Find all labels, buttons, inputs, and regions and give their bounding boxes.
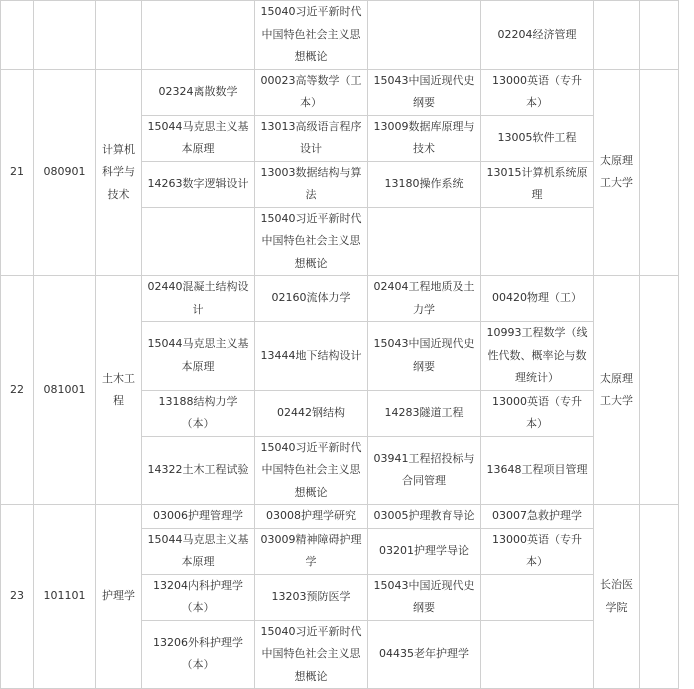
course-cell [142, 207, 255, 276]
index-cell: 23 [1, 505, 34, 689]
course-cell: 13180操作系统 [368, 161, 481, 207]
major-code-cell: 080901 [34, 69, 96, 276]
course-cell: 13204内科护理学（本） [142, 574, 255, 620]
course-cell: 02404工程地质及土力学 [368, 276, 481, 322]
course-cell: 15040习近平新时代中国特色社会主义思想概论 [255, 620, 368, 689]
course-cell: 13206外科护理学（本） [142, 620, 255, 689]
course-cell: 13444地下结构设计 [255, 322, 368, 391]
school-cell: 太原理工大学 [594, 276, 640, 505]
course-cell: 13188结构力学（本） [142, 390, 255, 436]
major-cell [96, 1, 142, 70]
course-cell: 15043中国近现代史纲要 [368, 322, 481, 391]
trailing-cell [640, 69, 679, 276]
course-cell [368, 1, 481, 70]
course-cell: 02204经济管理 [481, 1, 594, 70]
course-cell: 13013高级语言程序设计 [255, 115, 368, 161]
course-cell: 03008护理学研究 [255, 505, 368, 529]
index-cell: 22 [1, 276, 34, 505]
course-cell: 13000英语（专升本） [481, 69, 594, 115]
course-cell: 02160流体力学 [255, 276, 368, 322]
school-cell: 长治医学院 [594, 505, 640, 689]
table-row [1, 69, 679, 115]
trailing-cell [640, 1, 679, 70]
course-cell [481, 620, 594, 689]
course-cell: 00420物理（工） [481, 276, 594, 322]
course-cell: 13003数据结构与算法 [255, 161, 368, 207]
course-cell: 13015计算机系统原理 [481, 161, 594, 207]
school-cell [594, 1, 640, 70]
course-cell [481, 207, 594, 276]
major-name-cell: 护理学 [96, 505, 142, 689]
course-cell [368, 207, 481, 276]
table-row [1, 276, 679, 322]
major-name-cell: 计算机科学与技术 [96, 69, 142, 276]
course-cell: 10993工程数学（线性代数、概率论与数理统计） [481, 322, 594, 391]
course-cell: 13203预防医学 [255, 574, 368, 620]
table-row-continuation [1, 1, 679, 70]
school-cell: 太原理工大学 [594, 69, 640, 276]
course-cell: 03201护理学导论 [368, 528, 481, 574]
course-cell: 03941工程招投标与合同管理 [368, 436, 481, 505]
course-cell: 00023高等数学（工本） [255, 69, 368, 115]
course-cell: 13009数据库原理与技术 [368, 115, 481, 161]
course-cell: 13005软件工程 [481, 115, 594, 161]
major-name-cell: 土木工程 [96, 276, 142, 505]
course-cell: 04435老年护理学 [368, 620, 481, 689]
major-code-cell: 101101 [34, 505, 96, 689]
course-cell: 02442钢结构 [255, 390, 368, 436]
course-cell: 02440混凝土结构设计 [142, 276, 255, 322]
course-cell: 02324离散数学 [142, 69, 255, 115]
index-cell [1, 1, 34, 70]
course-cell: 13000英语（专升本） [481, 528, 594, 574]
course-cell: 14283隧道工程 [368, 390, 481, 436]
course-cell: 15044马克思主义基本原理 [142, 528, 255, 574]
course-cell: 15040习近平新时代中国特色社会主义思想概论 [255, 1, 368, 70]
course-cell: 13648工程项目管理 [481, 436, 594, 505]
trailing-cell [640, 276, 679, 505]
course-cell: 14263数字逻辑设计 [142, 161, 255, 207]
course-cell: 03005护理教育导论 [368, 505, 481, 529]
course-cell [481, 574, 594, 620]
trailing-cell [640, 505, 679, 689]
course-cell: 03009精神障碍护理学 [255, 528, 368, 574]
major-code-cell: 081001 [34, 276, 96, 505]
course-cell: 15040习近平新时代中国特色社会主义思想概论 [255, 207, 368, 276]
code-cell [34, 1, 96, 70]
course-cell: 15044马克思主义基本原理 [142, 322, 255, 391]
index-cell: 21 [1, 69, 34, 276]
course-cell: 13000英语（专升本） [481, 390, 594, 436]
course-cell: 15043中国近现代史纲要 [368, 574, 481, 620]
course-cell: 14322土木工程试验 [142, 436, 255, 505]
course-cell: 15043中国近现代史纲要 [368, 69, 481, 115]
course-cell: 15044马克思主义基本原理 [142, 115, 255, 161]
table-row [1, 505, 679, 529]
course-cell: 03007急救护理学 [481, 505, 594, 529]
course-cell: 15040习近平新时代中国特色社会主义思想概论 [255, 436, 368, 505]
course-cell [142, 1, 255, 70]
course-cell: 03006护理管理学 [142, 505, 255, 529]
